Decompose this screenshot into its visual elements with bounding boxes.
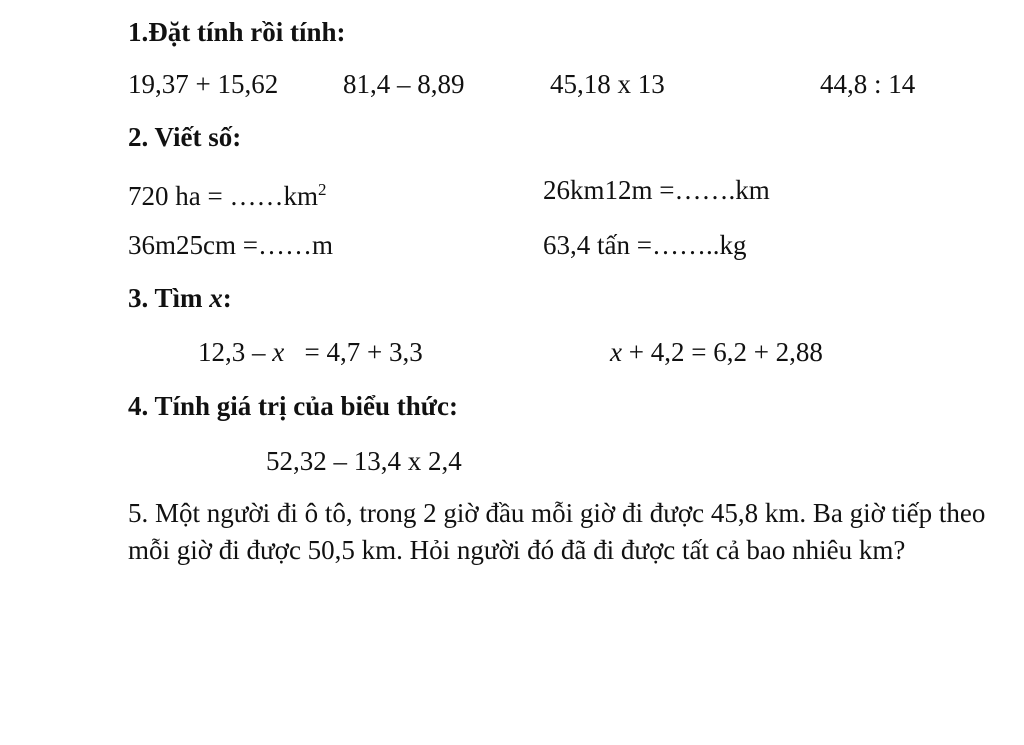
equation-3a-variable: x (272, 337, 285, 367)
section-3-heading-variable: x (209, 283, 223, 313)
conversion-2a-superscript: 2 (317, 180, 327, 199)
exercise-1d: 44,8 : 14 (820, 69, 916, 99)
section-3-heading-prefix: 3. Tìm (128, 283, 210, 313)
word-problem-5: 5. Một người đi ô tô, trong 2 giờ đầu mỗi giờ đi được 45,8 km. Ba giờ tiếp theo mỗi giờ đi được 50,5 km. Hỏi người đó đã đi được tất cả bao nhiêu km? (128, 498, 986, 565)
exercise-1b: 81,4 – 8,89 (343, 69, 465, 99)
equation-3a-right: = 4,7 + 3,3 (284, 337, 423, 367)
exercise-1c: 45,18 x 13 (550, 69, 665, 99)
section-3-heading (128, 281, 232, 315)
conversion-2b: 26km12m =…….km (543, 175, 770, 205)
section-1-heading: 1.Đặt tính rồi tính: (128, 17, 346, 47)
expression-4: 52,32 – 13,4 x 2,4 (266, 446, 462, 476)
conversion-2c: 36m25cm =……m (128, 230, 333, 260)
section-2-heading: 2. Viết số: (128, 122, 242, 152)
equation-3a-left: 12,3 – (198, 337, 273, 367)
conversion-2d: 63,4 tấn =……..kg (543, 230, 747, 260)
equation-3a (198, 335, 423, 369)
conversion-2a-text: 720 ha = ……km (128, 181, 318, 211)
equation-3b (610, 335, 823, 369)
equation-3b-right: + 4,2 = 6,2 + 2,88 (621, 337, 823, 367)
exercise-1a: 19,37 + 15,62 (128, 69, 279, 99)
section-3-heading-suffix: : (222, 283, 232, 313)
section-4-heading: 4. Tính giá trị của biểu thức: (128, 391, 458, 421)
conversion-2a (128, 173, 326, 213)
equation-3b-variable: x (610, 337, 622, 367)
